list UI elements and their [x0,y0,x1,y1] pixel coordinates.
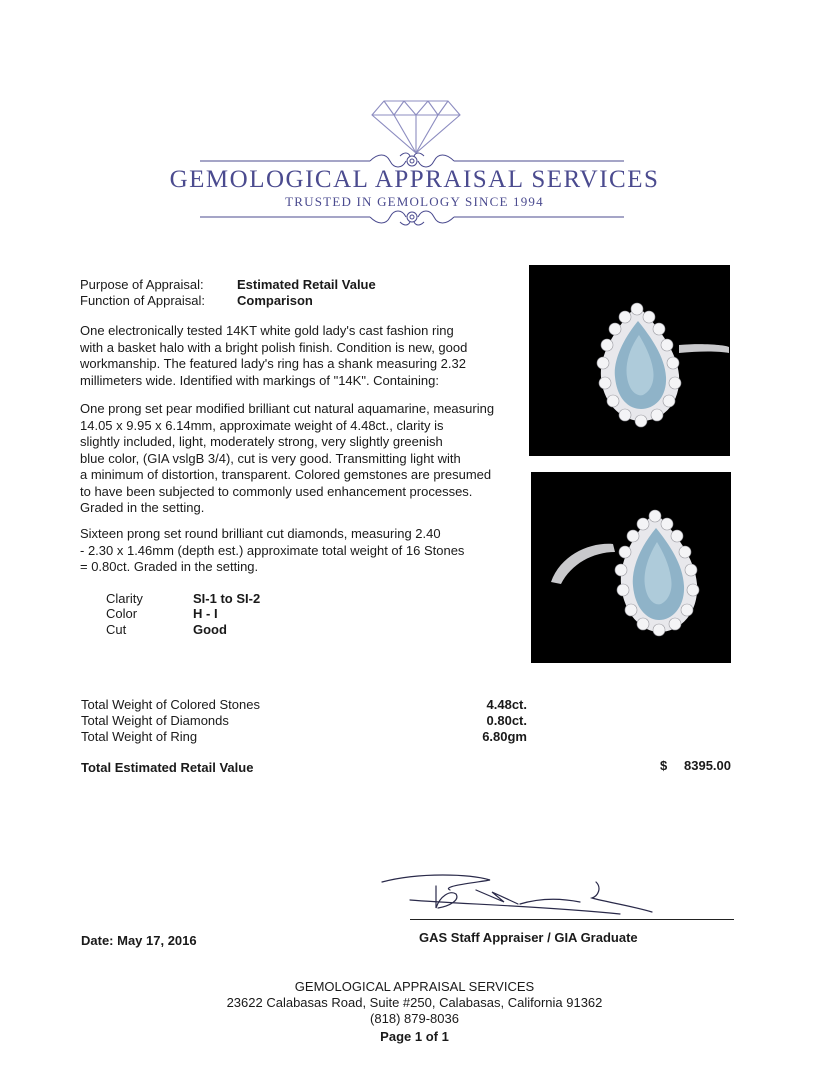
function-label: Function of Appraisal: [80,293,206,308]
paragraph-line: - 2.30 x 1.46mm (depth est.) approximate total weight of 16 Stones [80,542,465,558]
total-colored-stones-label: Total Weight of Colored Stones [81,697,260,712]
page-number: Page 1 of 1 [380,1029,449,1044]
paragraph-line: Sixteen prong set round brilliant cut diamonds, measuring 2.40 [80,526,441,541]
paragraph-line: One prong set pear modified brilliant cut natural aquamarine, measuring [80,401,495,416]
clarity-label: Clarity [106,591,143,606]
paragraph-line: blue color, (GIA vslgB 3/4), cut is very good. Transmitting light with [80,450,461,466]
cut-value: Good [193,622,227,637]
paragraph-line: One electronically tested 14KT white gold lady's cast fashion ring [80,323,454,338]
appraiser-signature [380,868,670,924]
color-label: Color [106,606,138,621]
purpose-label: Purpose of Appraisal: [80,277,204,292]
purpose-value: Estimated Retail Value [237,277,376,292]
paragraph-line: millimeters wide. Identified with markings of "14K". Containing: [80,372,439,388]
company-tagline: TRUSTED IN GEMOLOGY SINCE 1994 [285,194,544,209]
paragraph-line: a minimum of distortion, transparent. Colored gemstones are presumed [80,467,492,482]
currency-symbol: $ [660,758,668,773]
diamond-logo-icon [370,95,462,155]
total-diamonds-label: Total Weight of Diamonds [81,713,229,728]
footer-phone: (818) 879-8036 [370,1011,459,1026]
paragraph-line: with a basket halo with a bright polish finish. Condition is new, good [80,339,468,355]
diamonds-description-paragraph [80,526,520,576]
aquamarine-description-paragraph [80,401,520,517]
paragraph-line: 14.05 x 9.95 x 6.14mm, approximate weight of 4.48ct., clarity is [80,417,444,433]
signature-line [410,919,734,920]
color-value: H - I [193,606,218,621]
clarity-value: SI-1 to SI-2 [193,591,261,606]
retail-value-amount: 8395.00 [684,758,731,773]
ring-photo-bottom [531,472,731,663]
cut-label: Cut [106,622,127,637]
total-ring-weight-label: Total Weight of Ring [81,729,198,744]
paragraph-line: slightly included, light, moderately strong, very slightly greenish [80,434,443,449]
paragraph-line: to have been subjected to commonly used enhancement processes. [80,483,473,499]
company-brand-title: GEMOLOGICAL APPRAISAL SERVICES [169,166,660,193]
ring-description-paragraph [80,323,520,389]
paragraph-line: = 0.80ct. Graded in the setting. [80,559,259,574]
footer-address: 23622 Calabasas Road, Suite #250, Calabasas, California 91362 [226,995,603,1010]
paragraph-line: Graded in the setting. [80,500,205,515]
function-value: Comparison [237,293,313,308]
total-colored-stones-value: 4.48ct. [486,697,527,712]
total-diamonds-value: 0.80ct. [486,713,527,728]
retail-value-label: Total Estimated Retail Value [81,760,254,775]
ring-photo-top [529,265,730,456]
total-ring-weight-value: 6.80gm [482,729,527,744]
paragraph-line: workmanship. The featured lady's ring has a shank measuring 2.32 [80,356,466,371]
ornamental-rule-bottom [200,205,624,229]
appraiser-title: GAS Staff Appraiser / GIA Graduate [419,930,638,945]
footer-company: GEMOLOGICAL APPRAISAL SERVICES [294,979,535,994]
appraisal-date: Date: May 17, 2016 [81,933,197,948]
